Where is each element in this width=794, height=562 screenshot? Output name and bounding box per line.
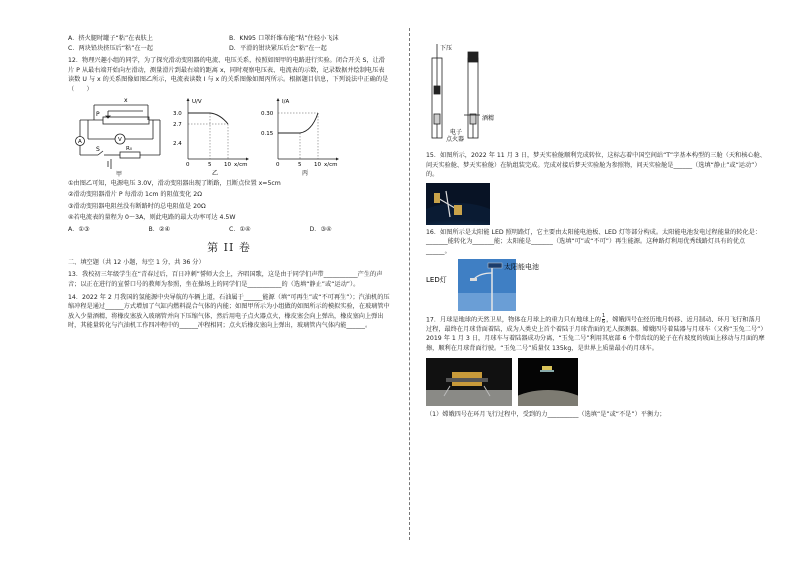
svg-text:U/V: U/V: [192, 98, 202, 105]
q17-text-a: 17．月球是地球的天然卫星，物体在月球上的重力只有地球上的: [426, 316, 601, 324]
left-column: [68, 34, 390, 333]
chart-i: [261, 98, 339, 177]
q12-statement-3: ③滑动变阻器电阻丝没有断路时的总电阻值是 20Ω: [68, 202, 206, 210]
right-column: [426, 38, 766, 421]
label-igniter-2: 点火器: [446, 136, 465, 143]
svg-text:3.0: 3.0: [173, 110, 182, 117]
label-p: P: [96, 110, 100, 118]
q11-option-b: B．KN95 口罩纤维布能“粘”住轻小飞沫: [229, 35, 339, 42]
svg-text:x/cm: x/cm: [234, 161, 248, 168]
svg-text:0.30: 0.30: [261, 110, 274, 117]
svg-text:5: 5: [208, 161, 212, 168]
label-v: V: [118, 136, 122, 143]
chart-u: [173, 98, 249, 177]
q11-option-c: C．两块铅块挤压后“粘”在一起: [68, 44, 153, 52]
svg-text:10: 10: [224, 161, 231, 168]
caption-yi: 乙: [212, 169, 219, 177]
q12-statement-2: ②滑动变阻器滑片 P 每滑动 1cm 的阻值变化 2Ω: [68, 191, 202, 199]
label-solar-panel: 太阳能电池: [504, 262, 539, 271]
label-press: 下压: [440, 45, 453, 52]
caption-jia: 甲: [116, 170, 123, 177]
q17-text-b: ，嫦娥四号在经历地月转移、近月制动、环月飞行和落月过程，最终在月球背面着陆，成为人类史上首个着陆于月球背面的无人探测器。嫦娥四号着陆器与月球车（又称“玉兔二号”）2019 年 1 月 3 日，月球车与着陆器成功分离，“玉兔二号”利用其底部 6 个带齿纹的轮子在有坡度的坡面上移动与月面的摩擦，顺利在月球背面行驶。“玉兔二号”质量仅 135kg，是世界上质量最小的月球车。: [426, 316, 765, 352]
q13-text: 13．我校初三年级学生在“青春过后，百日冲刺”誓师大会上，齐唱国歌，这是由于同学们声带___________产生的声音；以正在进行的宣誓口号的教师为参照，坐在操场上的同学们是___________的（选填“静止”或“运动”）。: [68, 271, 383, 288]
q12-statement-1: ①由图乙可知，电源电压 3.0V，滑动变阻器出现了断路，且断点位置 x=5cm: [68, 179, 281, 187]
q17-fraction: [602, 314, 605, 325]
q12-text: 12．物理兴趣小组的同学，为了探究滑动变阻器的电流、电压关系，按照如图甲的电路进行实验。闭合开关 S，让滑片 P 从最右端开始向左滑动，测量滑片到最右端的距离 x，同时观察电压表、电流表的示数，记录数据并绘制电压表读数 U 与 x 的关系图像如图乙所示，电流表读数 I 与 x 的关系图像如图丙所示。根据题目信息，下列说法中正确的是（ ）: [68, 57, 389, 94]
streetlight-figure: [426, 259, 546, 311]
q12-statement-4: ④若电流表的量程为 0～3A，则此电路的最大功率可达 4.5W: [68, 214, 236, 222]
label-a: A: [78, 138, 82, 145]
caption-bing: 丙: [302, 169, 309, 177]
q12-option-c: C．①④: [229, 226, 251, 234]
ignition-apparatus-figure: [426, 38, 546, 148]
lander-photo: [426, 358, 512, 406]
svg-text:10: 10: [314, 161, 321, 168]
q15-text: 15．如图所示，2022 年 11 月 3 日，梦天实验舱顺利完成转位，这标志着中国空间站“T”字基本构型的三舱（天和核心舱、问天实验舱、梦天实验舱）在轨组装完成。完成对接后梦天实验舱为参照物，问天实验舱是______（选填“静止”或“运动”）的。: [426, 152, 766, 179]
svg-text:0: 0: [186, 161, 190, 168]
label-x: x: [124, 96, 128, 104]
q17-sub1: （1）嫦娥四号在环月飞行过程中，受到的力__________（选填“是”或“不是”）平衡力；: [426, 410, 666, 418]
label-s: S: [96, 145, 100, 153]
svg-text:x/cm: x/cm: [324, 161, 338, 168]
space-station-photo: [426, 183, 490, 225]
q12-figure: [68, 97, 390, 177]
lunar-photos: [426, 358, 766, 406]
svg-text:2.4: 2.4: [173, 140, 182, 147]
label-r0: R₀: [126, 145, 133, 152]
q17-fraction-den: 6: [601, 318, 606, 325]
svg-text:5: 5: [298, 161, 302, 168]
label-igniter: 电子: [450, 129, 463, 136]
label-alcohol: 酒精: [482, 115, 495, 122]
q17-text: [426, 314, 766, 354]
q17-fraction-num: 1: [601, 312, 606, 319]
svg-text:2.7: 2.7: [173, 121, 182, 128]
q11-option-d: D．平滑的钳块紧压后会“粘”在一起: [229, 44, 327, 52]
svg-text:I/A: I/A: [282, 98, 290, 105]
q14-text: 14．2022 年 2 月我国的氢能源中央导航的车辆上道，石油属于______能源（填“可再生”或“不可再生”）；汽油机的压缩冲程是通过______方式增加了气缸内燃料混合气体的内能；如图甲所示为小组做的如图所示的模拟实验，在玻璃管中放入少量酒精，将橡皮塞放入玻璃管并向下压缩气体，然后用电子点火器点火，橡皮塞会向上弹出，橡皮塞向上弹出时，其能量转化与汽油机工作四冲程中的______冲程相同；点火后橡皮塞向上弹出，玻璃管内气体内能______。: [68, 293, 390, 330]
q12-option-d: D．③④: [309, 226, 332, 234]
q12-option-a: A．①③: [68, 226, 90, 234]
q11-options-row1: [68, 34, 390, 44]
section-2-header: 二、填空题（共 12 小题，每空 1 分，共 36 分）: [68, 258, 205, 266]
q11-option-a: A．挤火腿时罐子“粘”在表肤上: [68, 35, 153, 42]
rover-photo: [518, 358, 578, 406]
label-led: LED灯: [426, 275, 447, 284]
q11-options-row2: [68, 44, 390, 54]
q16-text: 16．如图所示是太阳能 LED 照明路灯，它主要由太阳能电池板、LED 灯等部分构成。太阳能电池发电过程能量的转化是：_______能转化为_______能；太阳能是_______（选填“可”或“不可”）再生能源。这种路灯利用优秀线路灯具有的优点______。: [426, 228, 762, 256]
svg-text:0: 0: [276, 161, 280, 168]
q12-option-b: B．②④: [148, 226, 171, 234]
svg-text:0.15: 0.15: [261, 130, 274, 137]
q12-options: [68, 225, 390, 235]
section-2-title: 第 II 卷: [207, 240, 251, 254]
column-divider: [409, 28, 410, 540]
